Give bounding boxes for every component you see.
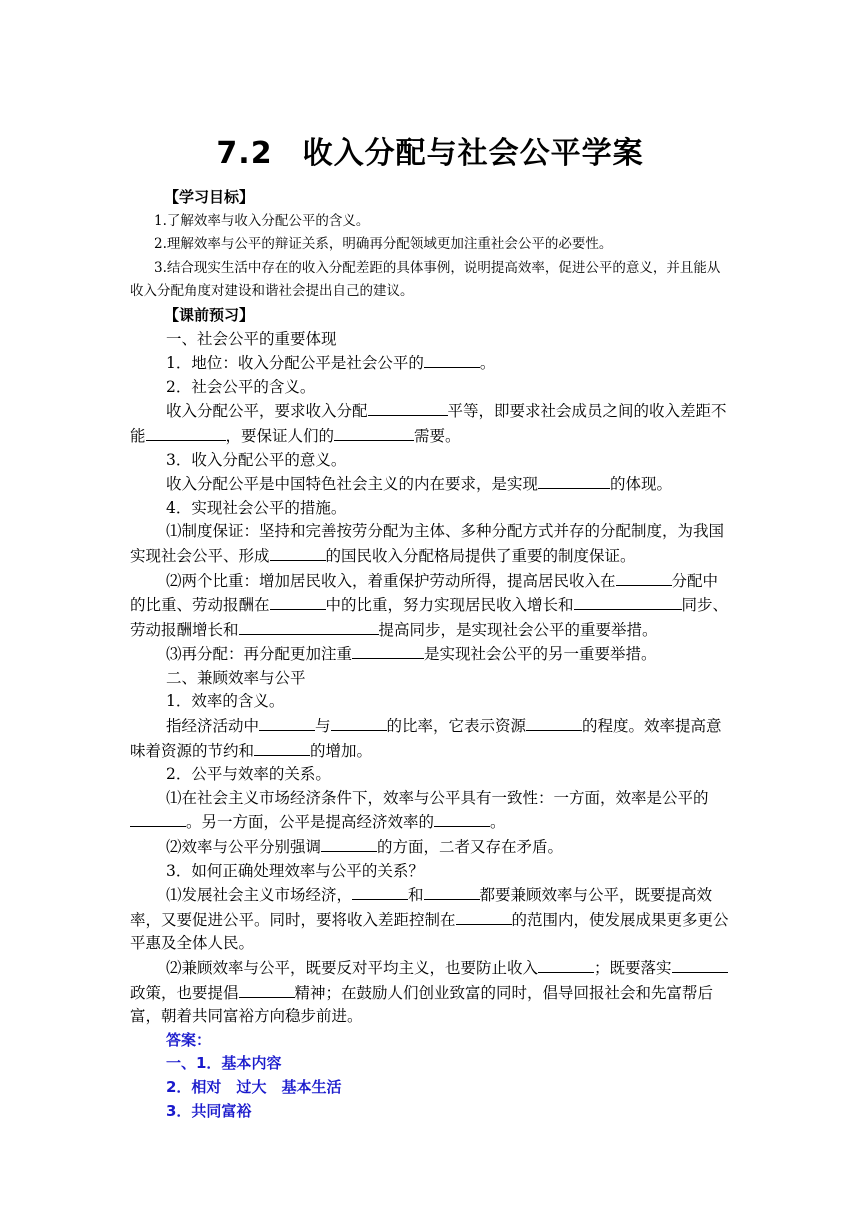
- item-1-3: 3．收入分配公平的意义。: [166, 450, 347, 469]
- blank[interactable]: [672, 956, 728, 973]
- item-2-2-1: [130, 787, 730, 835]
- item-2-3: 3．如何正确处理效率与公平的关系？: [166, 861, 424, 880]
- title-number: 7.2: [216, 136, 273, 171]
- blank[interactable]: [239, 981, 295, 998]
- blank[interactable]: [254, 739, 310, 756]
- text: 都要兼顾效率与公平，既要提高效率，又要促进公平。同时，要将收入差距控制在: [130, 886, 713, 929]
- text: 同步、劳动报酬增长和: [130, 596, 729, 639]
- text: 平等，即要求社会成员之间的收入差距不能: [130, 402, 727, 445]
- blank[interactable]: [456, 908, 512, 925]
- text: 。: [490, 813, 506, 832]
- blank[interactable]: [424, 351, 480, 368]
- item-1-4-3: [130, 642, 730, 667]
- text: 政策，也要提倡: [130, 983, 239, 1002]
- blank[interactable]: [352, 642, 424, 659]
- text: ⑵效率与公平分别强调: [166, 838, 322, 857]
- title-text: 收入分配与社会公平学案: [302, 136, 644, 171]
- text: 。另一方面，公平是提高经济效率的: [186, 813, 435, 832]
- text: 指经济活动中: [166, 717, 260, 736]
- section-1-heading: 一、社会公平的重要体现: [166, 329, 337, 348]
- text: ⑴制度保证：坚持和完善按劳分配为主体、多种分配方式并存的分配制度，为我国实现社会公平、形成: [130, 522, 725, 565]
- text: ⑵两个比重：增加居民收入，着重保护劳动所得，提高居民收入在: [166, 571, 616, 590]
- text: ⑵兼顾效率与公平，既要反对平均主义，也要防止收入: [166, 959, 539, 977]
- answer-2: 2．相对 过大 基本生活: [166, 1077, 342, 1096]
- text: 分配中的比重、劳动报酬在: [130, 571, 719, 615]
- text: 精神；在鼓励人们创业致富的同时，倡导回报社会和先富帮后富，朝着共同富裕方向稳步前进。: [130, 983, 714, 1026]
- blank[interactable]: [146, 424, 226, 441]
- objectives-heading: 【学习目标】: [164, 188, 255, 206]
- text: 是实现社会公平的另一重要举措。: [424, 645, 657, 664]
- text: ⑴发展社会主义市场经济，: [166, 886, 353, 905]
- text: 的比率，它表示资源: [386, 717, 527, 736]
- item-2-1: 1．效率的含义。: [166, 692, 285, 711]
- blank[interactable]: [334, 424, 414, 441]
- text: 需要。: [414, 426, 461, 445]
- blank[interactable]: [368, 399, 448, 416]
- text: 收入分配公平是中国特色社会主义的内在要求，是实现: [166, 475, 539, 494]
- blank[interactable]: [239, 618, 379, 635]
- objective-1: 1.了解效率与收入分配公平的含义。: [154, 212, 370, 229]
- blank[interactable]: [616, 569, 672, 586]
- blank[interactable]: [352, 883, 408, 900]
- answer-3: 3．共同富裕: [166, 1101, 252, 1120]
- item-1-4-1: [130, 520, 730, 568]
- item-1-3-para: [130, 472, 730, 497]
- answer-1: 一、1．基本内容: [166, 1054, 282, 1073]
- item-2-3-2: [130, 956, 730, 1029]
- blank[interactable]: [538, 472, 610, 489]
- text: ；既要落实: [594, 959, 672, 977]
- blank[interactable]: [538, 956, 594, 973]
- page-title: [0, 128, 860, 172]
- blank[interactable]: [130, 810, 186, 827]
- document-body: [130, 186, 730, 1123]
- item-2-2-2: [130, 835, 730, 860]
- section-2-heading: 二、兼顾效率与公平: [166, 668, 306, 687]
- blank[interactable]: [270, 544, 326, 561]
- text: 。: [479, 354, 496, 373]
- text: ⑶再分配：再分配更加注重: [166, 645, 353, 664]
- blank[interactable]: [424, 883, 480, 900]
- objective-2: 2.理解效率与公平的辩证关系，明确再分配领域更加注重社会公平的必要性。: [154, 236, 613, 253]
- preview-heading: 【课前预习】: [164, 305, 255, 324]
- item-2-3-1: [130, 883, 730, 956]
- text: ⑴在社会主义市场经济条件下，效率与公平具有一致性：一方面，效率是公平的: [166, 788, 709, 807]
- text: 中的比重，努力实现居民收入增长和: [325, 596, 574, 615]
- item-2-2: 2．公平与效率的关系。: [166, 765, 331, 784]
- blank[interactable]: [321, 835, 377, 852]
- answer-heading: 答案：: [166, 1030, 212, 1049]
- text: 和: [408, 886, 424, 905]
- text: 与: [315, 717, 331, 736]
- item-2-1-para: [130, 714, 730, 763]
- text: 的体现。: [610, 475, 673, 494]
- blank[interactable]: [526, 714, 582, 731]
- item-1-2-para: [130, 399, 730, 448]
- item-1-2: 2．社会公平的含义。: [166, 377, 316, 396]
- item-1-1: [130, 351, 730, 376]
- text: 收入分配公平，要求收入分配: [166, 402, 368, 421]
- item-1-4: 4．实现社会公平的措施。: [166, 498, 347, 517]
- text: 的国民收入分配格局提供了重要的制度保证。: [325, 546, 636, 565]
- text: 1．地位：收入分配公平是社会公平的: [166, 354, 424, 373]
- text: 的方面，二者又存在矛盾。: [377, 838, 564, 857]
- text: ，要保证人们的: [225, 426, 335, 445]
- blank[interactable]: [574, 593, 682, 610]
- blank[interactable]: [259, 714, 315, 731]
- text: 的程度。效率提高意味着资源的节约和: [130, 717, 722, 760]
- text: 提高同步，是实现社会公平的重要举措。: [378, 620, 658, 639]
- blank[interactable]: [331, 714, 387, 731]
- text: 的增加。: [310, 741, 373, 760]
- item-1-4-2: [130, 569, 730, 643]
- blank[interactable]: [434, 810, 490, 827]
- text: 的范围内，使发展成果更多更公平惠及全体人民。: [130, 910, 729, 953]
- objective-3: 3.结合现实生活中存在的收入分配差距的具体事例，说明提高效率，促进公平的意义，并且能从收入分配角度对建设和谐社会提出自己的建议。: [130, 259, 721, 300]
- blank[interactable]: [270, 593, 326, 610]
